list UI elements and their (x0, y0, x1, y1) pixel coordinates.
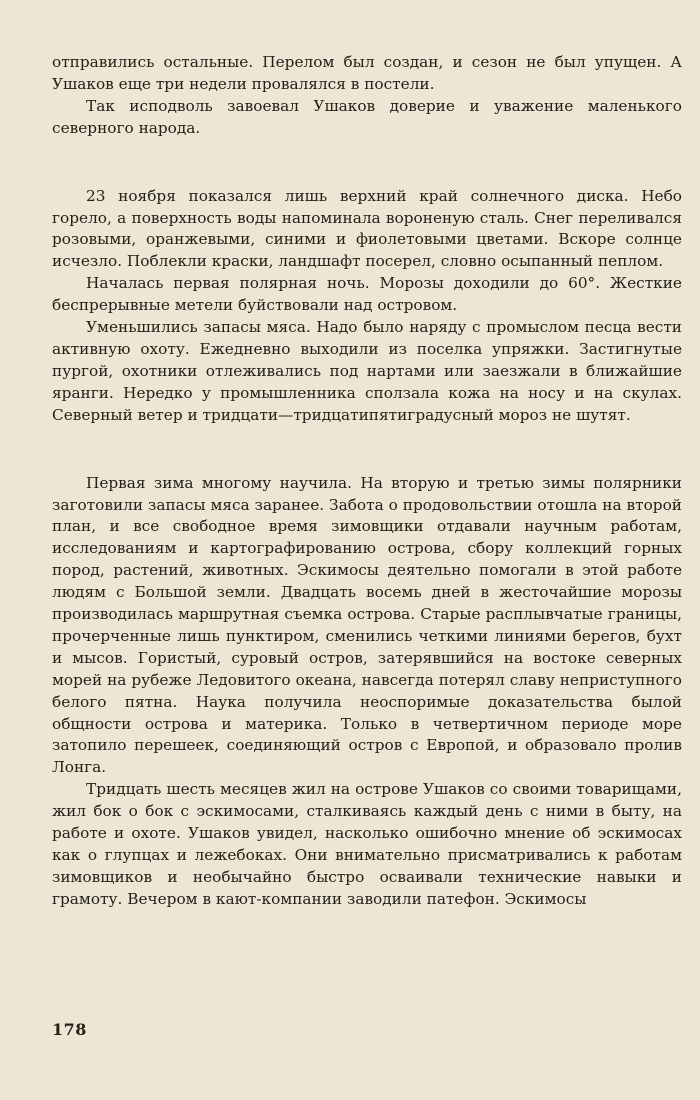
paragraph: 23 ноября показался лишь верхний край солнечного диска. Небо горело, а поверхность воды напоминала вороненую сталь. Снег переливался розовыми, оранжевыми, синими и фиолетовыми цветами. Вскоре солнце исчезло. Поблекли краски, ландшафт посерел, словно осыпанный пеплом. (52, 186, 682, 271)
page-body (52, 52, 682, 911)
paragraph: Первая зима многому научила. На вторую и третью зимы полярники заготовили запасы мяса заранее. Забота о продовольствии отошла на второй план, и все свободное время зимовщики отдавали научным работам, исследованиям и картографированию острова, сбору коллекций горных пород, растений, животных. Эскимосы деятельно помогали в этой работе людям с Большой земли. Двадцать восемь дней в жесточайшие морозы производилась маршрутная съемка острова. Старые расплывчатые границы, прочерченные лишь пунктиром, сменились четкими линиями берегов, бухт и мысов. Гористый, суровый остров, затерявшийся на востоке северных морей на рубеже Ледовитого океана, навсегда потерял славу неприступного белого пятна. Наука получила неоспоримые доказательства былой общности острова и материка. Только в четвертичном периоде море затопило перешеек, соединяющий остров с Европой, и образовало пролив Лонга. (52, 473, 682, 777)
paragraph: Так исподволь завоевал Ушаков доверие и уважение маленького северного народа. (52, 96, 682, 137)
paragraph: Уменьшились запасы мяса. Надо было наряду с промыслом песца вести активную охоту. Ежедневно выходили из поселка упряжки. Застигнутые пургой, охотники отлеживались под нартами или заезжали в ближайшие яранги. Нередко у промышленника сползала кожа на носу и на скулах. Северный ветер и тридцати—тридцатипятиградусный мороз не шутят. (52, 318, 682, 424)
page-number: 178 (52, 1020, 87, 1039)
paragraph: Тридцать шесть месяцев жил на острове Ушаков со своими товарищами, жил бок о бок с эскимосами, сталкиваясь каждый день с ними в быту, на работе и охоте. Ушаков увидел, насколько ошибочно мнение об эскимосах как о глупцах и лежебоках. Они внимательно присматривались к работам зимовщиков и необычайно быстро осваивали технические навыки и грамоту. Вечером в кают-компании заводили патефон. Эскимосы (52, 780, 682, 908)
section-break (52, 427, 682, 473)
paragraph-continuation: отправились остальные. Перелом был создан, и сезон не был упущен. А Ушаков еще три недели провалялся в постели. (52, 53, 682, 93)
paragraph: Началась первая полярная ночь. Морозы доходили до 60°. Жесткие беспрерывные метели буйствовали над островом. (52, 274, 682, 315)
section-break (52, 140, 682, 186)
